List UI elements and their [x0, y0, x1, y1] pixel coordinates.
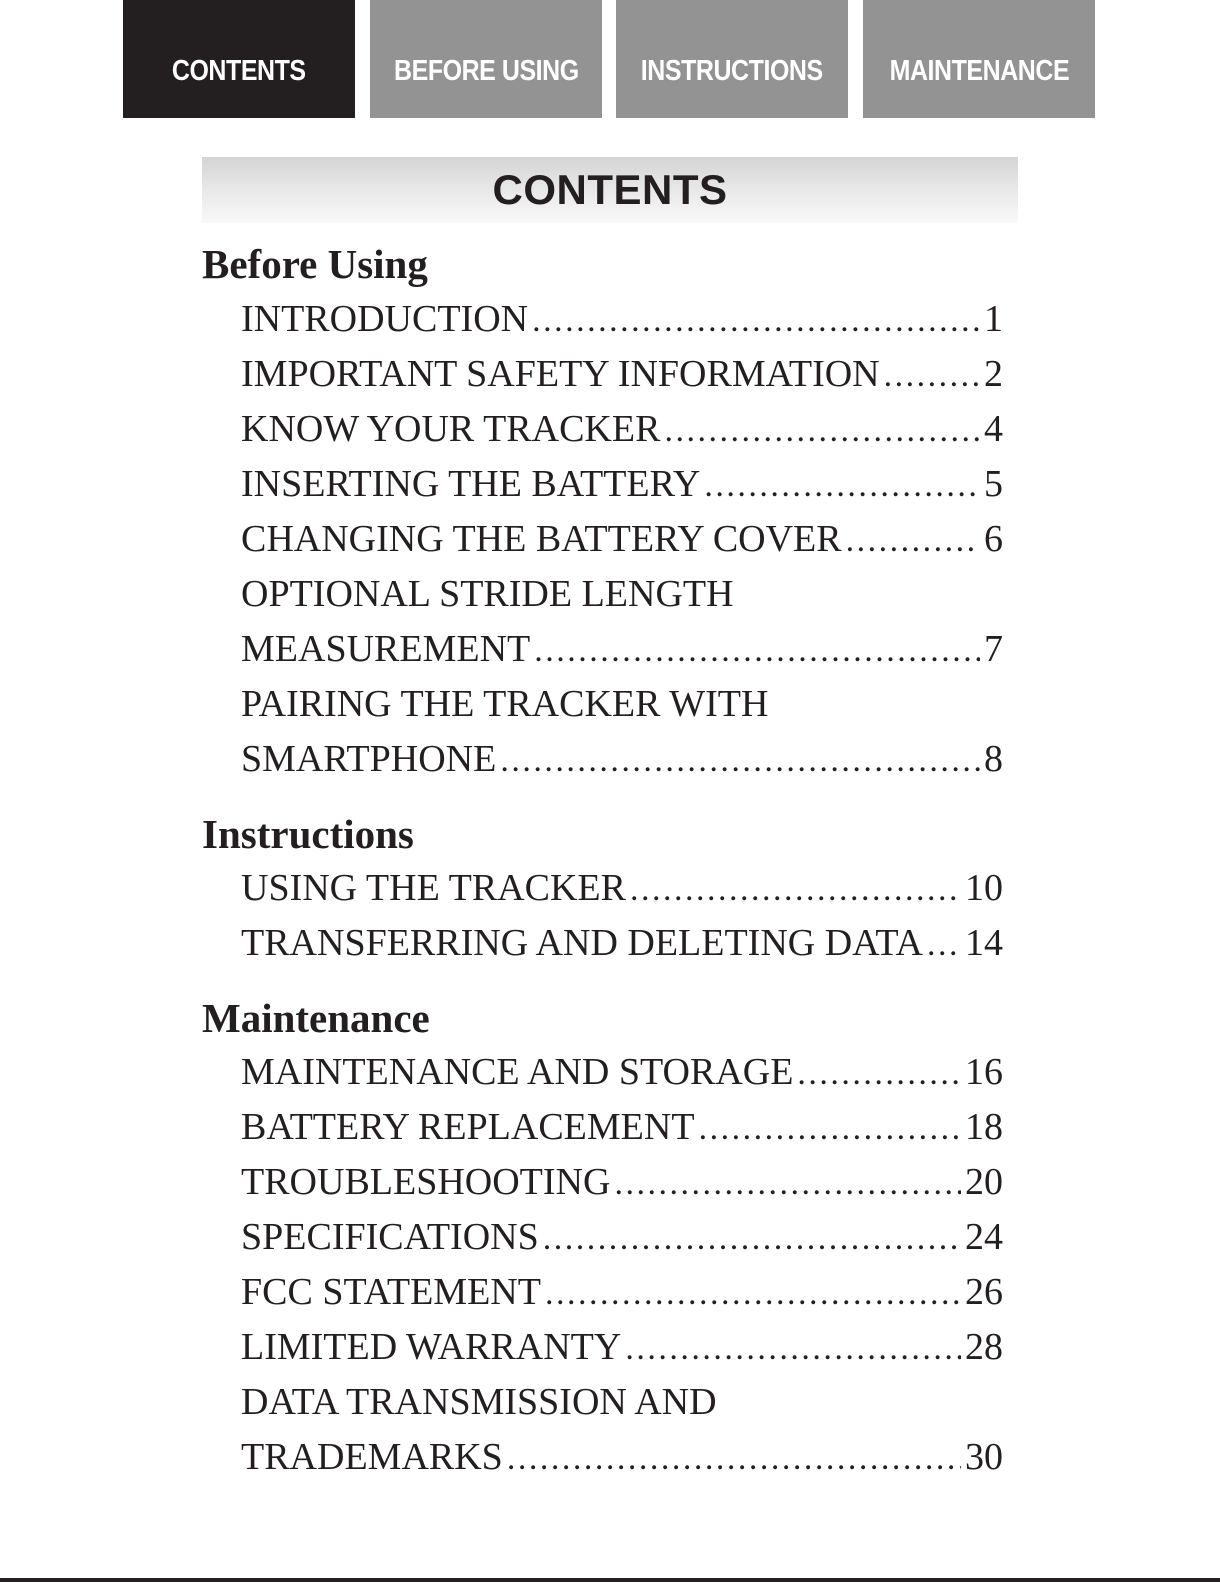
section-heading-instructions: Instructions: [202, 811, 414, 857]
toc-entry-page: 5: [984, 463, 1003, 505]
toc-entry[interactable]: [241, 297, 1003, 352]
toc-entry[interactable]: [241, 1435, 1003, 1490]
toc-entry-page: 7: [984, 628, 1003, 670]
toc-entry-title: SMARTPHONE: [241, 738, 497, 780]
dot-leader: [614, 1165, 961, 1203]
section-heading-maintenance: Maintenance: [202, 995, 430, 1041]
dot-leader: [704, 467, 980, 505]
tab-maintenance-label: MAINTENANCE: [889, 54, 1069, 87]
toc-entry-title: CHANGING THE BATTERY COVER: [241, 518, 842, 560]
bottom-rule: [0, 1578, 1220, 1582]
toc-entry[interactable]: [241, 352, 1003, 407]
tab-maintenance[interactable]: [863, 0, 1095, 118]
toc-entry-title: BATTERY REPLACEMENT: [241, 1106, 695, 1148]
dot-leader: [797, 1055, 961, 1093]
toc-entry-page: 4: [984, 408, 1003, 450]
toc-entry-title: MAINTENANCE AND STORAGE: [241, 1051, 794, 1093]
dot-leader: [846, 522, 980, 560]
toc-entry-title: TROUBLESHOOTING: [241, 1161, 611, 1203]
toc-entry-page: 18: [965, 1106, 1003, 1148]
tab-before-using-label: BEFORE USING: [393, 54, 579, 87]
toc-entry-page: 14: [965, 922, 1003, 964]
toc-entry-title: MEASUREMENT: [241, 628, 531, 670]
toc-entry-page: 24: [965, 1216, 1003, 1258]
toc-entry-title: SPECIFICATIONS: [241, 1216, 539, 1258]
dot-leader: [507, 1440, 961, 1478]
toc-entry[interactable]: [241, 1160, 1003, 1215]
tab-contents[interactable]: [123, 0, 355, 118]
toc-entry[interactable]: [241, 627, 1003, 682]
toc-entry-title: USING THE TRACKER: [241, 867, 626, 909]
contents-banner: [202, 157, 1018, 223]
tab-instructions-label: INSTRUCTIONS: [641, 54, 823, 87]
toc-entry[interactable]: [241, 1215, 1003, 1270]
dot-leader: [630, 871, 961, 909]
toc-entry[interactable]: [241, 1105, 1003, 1160]
toc-entry-page: 30: [965, 1436, 1003, 1478]
dot-leader: [699, 1110, 961, 1148]
toc-entry-page: 20: [965, 1161, 1003, 1203]
toc-entry[interactable]: [241, 921, 1003, 976]
toc-entry[interactable]: [241, 407, 1003, 462]
section-heading-before-using: Before Using: [202, 241, 428, 287]
toc-entry-title: INTRODUCTION: [241, 298, 529, 340]
toc-entry-title: LIMITED WARRANTY: [241, 1326, 622, 1368]
toc-entry[interactable]: [241, 1270, 1003, 1325]
toc-entry[interactable]: [241, 1325, 1003, 1380]
toc-entry-page: 2: [984, 353, 1003, 395]
dot-leader: [532, 302, 980, 340]
tab-instructions[interactable]: [616, 0, 848, 118]
tab-before-using[interactable]: [370, 0, 602, 118]
dot-leader: [545, 1275, 961, 1313]
toc-entry-title: INSERTING THE BATTERY: [241, 463, 701, 505]
toc-entry-title: IMPORTANT SAFETY INFORMATION: [241, 353, 880, 395]
toc-entry-line[interactable]: [241, 1380, 1003, 1435]
dot-leader: [500, 742, 980, 780]
tab-contents-label: CONTENTS: [172, 54, 306, 87]
toc-entry-page: 16: [965, 1051, 1003, 1093]
toc-entry[interactable]: [241, 1050, 1003, 1105]
toc-entry-page: 10: [965, 867, 1003, 909]
toc-entry-title: DATA TRANSMISSION AND: [241, 1381, 717, 1423]
toc-entry-page: 8: [984, 738, 1003, 780]
toc-entry[interactable]: [241, 517, 1003, 572]
toc-entry-page: 28: [965, 1326, 1003, 1368]
dot-leader: [625, 1330, 961, 1368]
dot-leader: [664, 412, 980, 450]
dot-leader: [927, 926, 961, 964]
toc-entry-title: FCC STATEMENT: [241, 1271, 541, 1313]
toc-entry-title: KNOW YOUR TRACKER: [241, 408, 661, 450]
toc-entry[interactable]: [241, 737, 1003, 792]
toc-entry-page: 6: [984, 518, 1003, 560]
section-tab-bar: [0, 0, 1220, 118]
toc-entry-title: TRANSFERRING AND DELETING DATA: [241, 922, 923, 964]
toc-entry-line[interactable]: [241, 572, 1003, 627]
toc-entry-line[interactable]: [241, 682, 1003, 737]
toc-entry-title: TRADEMARKS: [241, 1436, 503, 1478]
dot-leader: [884, 357, 980, 395]
toc-entry-page: 1: [984, 298, 1003, 340]
dot-leader: [534, 632, 980, 670]
toc-entry[interactable]: [241, 866, 1003, 921]
toc-entry[interactable]: [241, 462, 1003, 517]
dot-leader: [543, 1220, 961, 1258]
toc-entry-page: 26: [965, 1271, 1003, 1313]
toc-entry-title: OPTIONAL STRIDE LENGTH: [241, 573, 734, 615]
page-title: CONTENTS: [492, 166, 728, 213]
toc-entry-title: PAIRING THE TRACKER WITH: [241, 683, 769, 725]
